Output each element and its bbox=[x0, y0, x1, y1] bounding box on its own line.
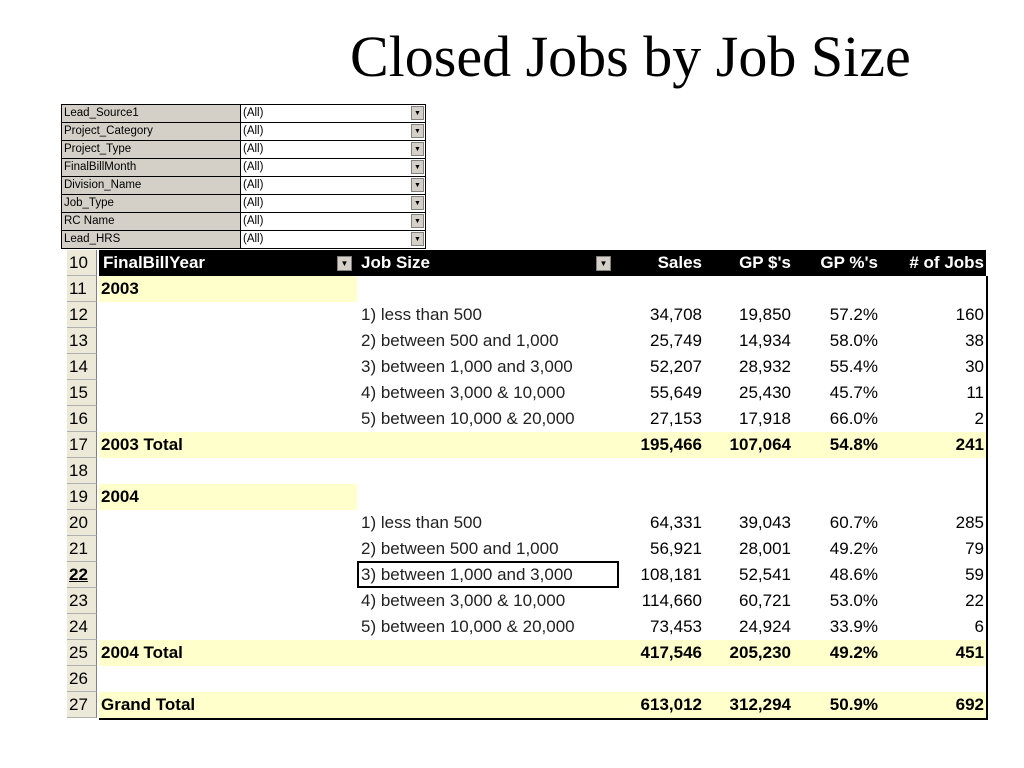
cell-sales[interactable] bbox=[619, 458, 704, 484]
dropdown-arrow-icon[interactable]: ▼ bbox=[411, 178, 424, 192]
field-button-job-size[interactable] bbox=[357, 250, 619, 276]
row-number[interactable]: 11 bbox=[67, 276, 97, 302]
filter-value-text: (All) bbox=[243, 179, 264, 191]
cell-job-count[interactable]: 692 bbox=[880, 692, 986, 718]
filter-value[interactable] bbox=[241, 231, 426, 248]
cell-year[interactable] bbox=[99, 354, 357, 380]
cell-job-count[interactable]: 30 bbox=[965, 357, 984, 376]
cell-sales[interactable]: 56,921 bbox=[650, 539, 702, 558]
filter-name: RC Name bbox=[61, 213, 241, 230]
cell-gp-percent[interactable]: 66.0% bbox=[829, 409, 878, 428]
cell-year[interactable]: 2003 Total bbox=[99, 432, 357, 458]
row-number[interactable]: 10 bbox=[67, 250, 97, 276]
cell-sales[interactable]: 613,012 bbox=[619, 692, 704, 718]
cell-job-count[interactable] bbox=[880, 484, 986, 510]
cell-gp-dollars[interactable]: 28,001 bbox=[739, 539, 791, 558]
cell-job-size[interactable] bbox=[357, 666, 619, 692]
filter-value-text: (All) bbox=[243, 197, 264, 209]
cell-job-size[interactable] bbox=[357, 640, 619, 666]
filter-value-text: (All) bbox=[243, 125, 264, 137]
cell-job-size[interactable]: 3) between 1,000 and 3,000 bbox=[361, 357, 573, 376]
cell-gp-dollars[interactable]: 312,294 bbox=[704, 692, 793, 718]
cell-gp-dollars[interactable] bbox=[704, 458, 793, 484]
cell-year[interactable] bbox=[99, 510, 357, 536]
cell-year[interactable] bbox=[99, 666, 357, 692]
cell-job-count[interactable]: 451 bbox=[880, 640, 986, 666]
filter-name: Division_Name bbox=[61, 177, 241, 194]
row-number[interactable]: 22 bbox=[67, 562, 97, 588]
cell-year[interactable] bbox=[99, 536, 357, 562]
cell-sales[interactable]: 108,181 bbox=[640, 565, 702, 584]
cell-job-count[interactable]: 2 bbox=[974, 409, 984, 428]
cell-job-size[interactable] bbox=[357, 484, 619, 510]
filter-value-text: (All) bbox=[243, 161, 264, 173]
row-number[interactable]: 17 bbox=[67, 432, 97, 458]
dropdown-arrow-icon[interactable]: ▼ bbox=[411, 232, 424, 246]
cell-job-count[interactable]: 79 bbox=[965, 539, 984, 558]
page-title: Closed Jobs by Job Size bbox=[350, 24, 911, 89]
filter-name: Job_Type bbox=[61, 195, 241, 212]
dropdown-arrow-icon[interactable]: ▼ bbox=[411, 196, 424, 210]
row-number[interactable]: 19 bbox=[67, 484, 97, 510]
cell-gp-dollars[interactable]: 39,043 bbox=[739, 513, 791, 532]
header-gp-dollars: GP $'s bbox=[704, 250, 793, 276]
cell-job-count[interactable] bbox=[880, 666, 986, 692]
filter-name: FinalBillMonth bbox=[61, 159, 241, 176]
row-number[interactable]: 24 bbox=[67, 614, 97, 640]
filter-value-text: (All) bbox=[243, 233, 264, 245]
cell-sales[interactable] bbox=[619, 666, 704, 692]
filter-value[interactable] bbox=[241, 195, 426, 212]
cell-gp-percent[interactable]: 49.2% bbox=[829, 539, 878, 558]
cell-job-count[interactable]: 11 bbox=[966, 383, 984, 402]
cell-gp-dollars[interactable]: 107,064 bbox=[704, 432, 793, 458]
cell-gp-dollars[interactable]: 52,541 bbox=[739, 565, 791, 584]
dropdown-arrow-icon[interactable]: ▼ bbox=[411, 142, 424, 156]
cell-job-size[interactable]: 1) less than 500 bbox=[361, 513, 482, 532]
filter-row bbox=[61, 177, 426, 195]
cell-job-size[interactable]: 5) between 10,000 & 20,000 bbox=[361, 409, 575, 428]
field-label: FinalBillYear bbox=[103, 253, 206, 272]
cell-sales[interactable]: 27,153 bbox=[650, 409, 702, 428]
cell-year[interactable] bbox=[99, 458, 357, 484]
filter-name: Project_Category bbox=[61, 123, 241, 140]
cell-gp-dollars[interactable] bbox=[704, 276, 793, 302]
cell-job-size[interactable] bbox=[357, 692, 619, 718]
filter-row bbox=[61, 105, 426, 123]
table-right-border bbox=[986, 276, 988, 718]
row-number[interactable]: 15 bbox=[67, 380, 97, 406]
row-number[interactable]: 16 bbox=[67, 406, 97, 432]
filter-value-text: (All) bbox=[243, 107, 264, 119]
cell-job-size[interactable] bbox=[357, 432, 619, 458]
cell-gp-percent[interactable] bbox=[793, 666, 880, 692]
cell-job-size[interactable]: 3) between 1,000 and 3,000 bbox=[361, 565, 573, 584]
row-number[interactable]: 12 bbox=[67, 302, 97, 328]
cell-gp-percent[interactable]: 33.9% bbox=[829, 617, 878, 636]
cell-gp-dollars[interactable]: 60,721 bbox=[739, 591, 791, 610]
cell-job-size[interactable]: 2) between 500 and 1,000 bbox=[361, 539, 559, 558]
filter-row bbox=[61, 231, 426, 249]
cell-job-size[interactable]: 4) between 3,000 & 10,000 bbox=[361, 383, 566, 402]
cell-job-size[interactable]: 2) between 500 and 1,000 bbox=[361, 331, 559, 350]
cell-sales[interactable] bbox=[619, 484, 704, 510]
cell-year[interactable] bbox=[99, 406, 357, 432]
filter-name: Project_Type bbox=[61, 141, 241, 158]
cell-gp-percent[interactable]: 49.2% bbox=[793, 640, 880, 666]
cell-job-count[interactable]: 38 bbox=[965, 331, 984, 350]
filter-value[interactable] bbox=[241, 141, 426, 158]
cell-gp-dollars[interactable]: 14,934 bbox=[739, 331, 791, 350]
cell-job-size[interactable] bbox=[357, 458, 619, 484]
cell-year[interactable] bbox=[99, 302, 357, 328]
filter-value-text: (All) bbox=[243, 143, 264, 155]
cell-year[interactable] bbox=[99, 614, 357, 640]
filter-value-text: (All) bbox=[243, 215, 264, 227]
cell-year[interactable] bbox=[99, 562, 357, 588]
row-number[interactable]: 20 bbox=[67, 510, 97, 536]
dropdown-arrow-icon[interactable]: ▼ bbox=[596, 256, 611, 271]
cell-job-count[interactable]: 285 bbox=[955, 513, 984, 532]
cell-year[interactable]: Grand Total bbox=[99, 692, 357, 718]
cell-job-count[interactable]: 59 bbox=[965, 565, 984, 584]
cell-year[interactable] bbox=[99, 380, 357, 406]
cell-gp-percent[interactable] bbox=[793, 276, 880, 302]
dropdown-arrow-icon[interactable]: ▼ bbox=[411, 160, 424, 174]
cell-sales[interactable]: 114,660 bbox=[641, 591, 702, 610]
cell-gp-percent[interactable]: 53.0% bbox=[829, 591, 878, 610]
row-number[interactable]: 23 bbox=[67, 588, 97, 614]
cell-gp-dollars[interactable]: 28,932 bbox=[739, 357, 791, 376]
cell-gp-dollars[interactable] bbox=[704, 484, 793, 510]
cell-gp-percent[interactable]: 54.8% bbox=[793, 432, 880, 458]
cell-job-count[interactable] bbox=[880, 458, 986, 484]
cell-gp-dollars[interactable]: 25,430 bbox=[739, 383, 791, 402]
header-gp-percent: GP %'s bbox=[793, 250, 880, 276]
dropdown-arrow-icon[interactable]: ▼ bbox=[411, 106, 424, 120]
cell-gp-percent[interactable]: 48.6% bbox=[829, 565, 878, 584]
row-number[interactable]: 26 bbox=[67, 666, 97, 692]
filter-value[interactable] bbox=[241, 213, 426, 230]
cell-sales[interactable]: 73,453 bbox=[650, 617, 702, 636]
cell-sales[interactable]: 64,331 bbox=[650, 513, 702, 532]
cell-job-size[interactable]: 4) between 3,000 & 10,000 bbox=[361, 591, 566, 610]
row-number[interactable]: 13 bbox=[67, 328, 97, 354]
header-sales: Sales bbox=[619, 250, 704, 276]
cell-gp-percent[interactable]: 55.4% bbox=[829, 357, 878, 376]
field-button-finalbillyear[interactable] bbox=[99, 250, 357, 276]
cell-job-size[interactable]: 5) between 10,000 & 20,000 bbox=[361, 617, 575, 636]
filter-row bbox=[61, 213, 426, 231]
cell-job-size[interactable]: 1) less than 500 bbox=[361, 305, 482, 324]
cell-gp-dollars[interactable]: 205,230 bbox=[704, 640, 793, 666]
cell-gp-percent[interactable]: 57.2% bbox=[829, 305, 878, 324]
filter-row bbox=[61, 195, 426, 213]
cell-gp-percent[interactable] bbox=[793, 484, 880, 510]
filter-value[interactable] bbox=[241, 177, 426, 194]
active-cell-outline bbox=[357, 561, 619, 588]
field-label: Job Size bbox=[361, 253, 430, 272]
cell-gp-percent[interactable]: 50.9% bbox=[793, 692, 880, 718]
cell-year[interactable] bbox=[99, 588, 357, 614]
cell-job-count[interactable]: 241 bbox=[880, 432, 986, 458]
dropdown-arrow-icon[interactable]: ▼ bbox=[411, 214, 424, 228]
dropdown-arrow-icon[interactable]: ▼ bbox=[411, 124, 424, 138]
cell-job-count[interactable] bbox=[880, 276, 986, 302]
cell-sales[interactable] bbox=[619, 276, 704, 302]
cell-year[interactable]: 2004 Total bbox=[99, 640, 357, 666]
row-number[interactable]: 21 bbox=[67, 536, 97, 562]
cell-year[interactable]: 2004 bbox=[99, 484, 357, 510]
filter-row bbox=[61, 159, 426, 177]
cell-gp-dollars[interactable]: 19,850 bbox=[739, 305, 791, 324]
cell-gp-percent[interactable]: 60.7% bbox=[829, 513, 878, 532]
cell-job-count[interactable]: 160 bbox=[955, 305, 984, 324]
cell-gp-dollars[interactable] bbox=[704, 666, 793, 692]
table-bottom-border bbox=[99, 718, 988, 720]
filter-value[interactable] bbox=[241, 159, 426, 176]
cell-gp-dollars[interactable]: 24,924 bbox=[739, 617, 791, 636]
cell-gp-percent[interactable]: 58.0% bbox=[829, 331, 878, 350]
cell-sales[interactable]: 417,546 bbox=[619, 640, 704, 666]
cell-job-count[interactable]: 6 bbox=[974, 617, 984, 636]
cell-year[interactable]: 2003 bbox=[99, 276, 357, 302]
row-number[interactable]: 25 bbox=[67, 640, 97, 666]
cell-year[interactable] bbox=[99, 328, 357, 354]
cell-gp-dollars[interactable]: 17,918 bbox=[739, 409, 791, 428]
cell-job-size[interactable] bbox=[357, 276, 619, 302]
cell-job-count[interactable]: 22 bbox=[965, 591, 984, 610]
row-number[interactable]: 18 bbox=[67, 458, 97, 484]
dropdown-arrow-icon[interactable]: ▼ bbox=[337, 256, 352, 271]
row-number[interactable]: 14 bbox=[67, 354, 97, 380]
filter-name: Lead_Source1 bbox=[61, 105, 241, 122]
filter-row bbox=[61, 141, 426, 159]
cell-sales[interactable]: 52,207 bbox=[650, 357, 702, 376]
cell-gp-percent[interactable]: 45.7% bbox=[829, 383, 878, 402]
header-job-count: # of Jobs bbox=[880, 250, 986, 276]
filter-value[interactable] bbox=[241, 105, 426, 122]
cell-sales[interactable]: 34,708 bbox=[650, 305, 702, 324]
cell-sales[interactable]: 25,749 bbox=[650, 331, 702, 350]
filter-row bbox=[61, 123, 426, 141]
filter-value[interactable] bbox=[241, 123, 426, 140]
filter-name: Lead_HRS bbox=[61, 231, 241, 248]
cell-sales[interactable]: 195,466 bbox=[619, 432, 704, 458]
page-field-filters bbox=[61, 104, 426, 249]
row-number[interactable]: 27 bbox=[67, 692, 97, 718]
cell-gp-percent[interactable] bbox=[793, 458, 880, 484]
cell-sales[interactable]: 55,649 bbox=[650, 383, 702, 402]
